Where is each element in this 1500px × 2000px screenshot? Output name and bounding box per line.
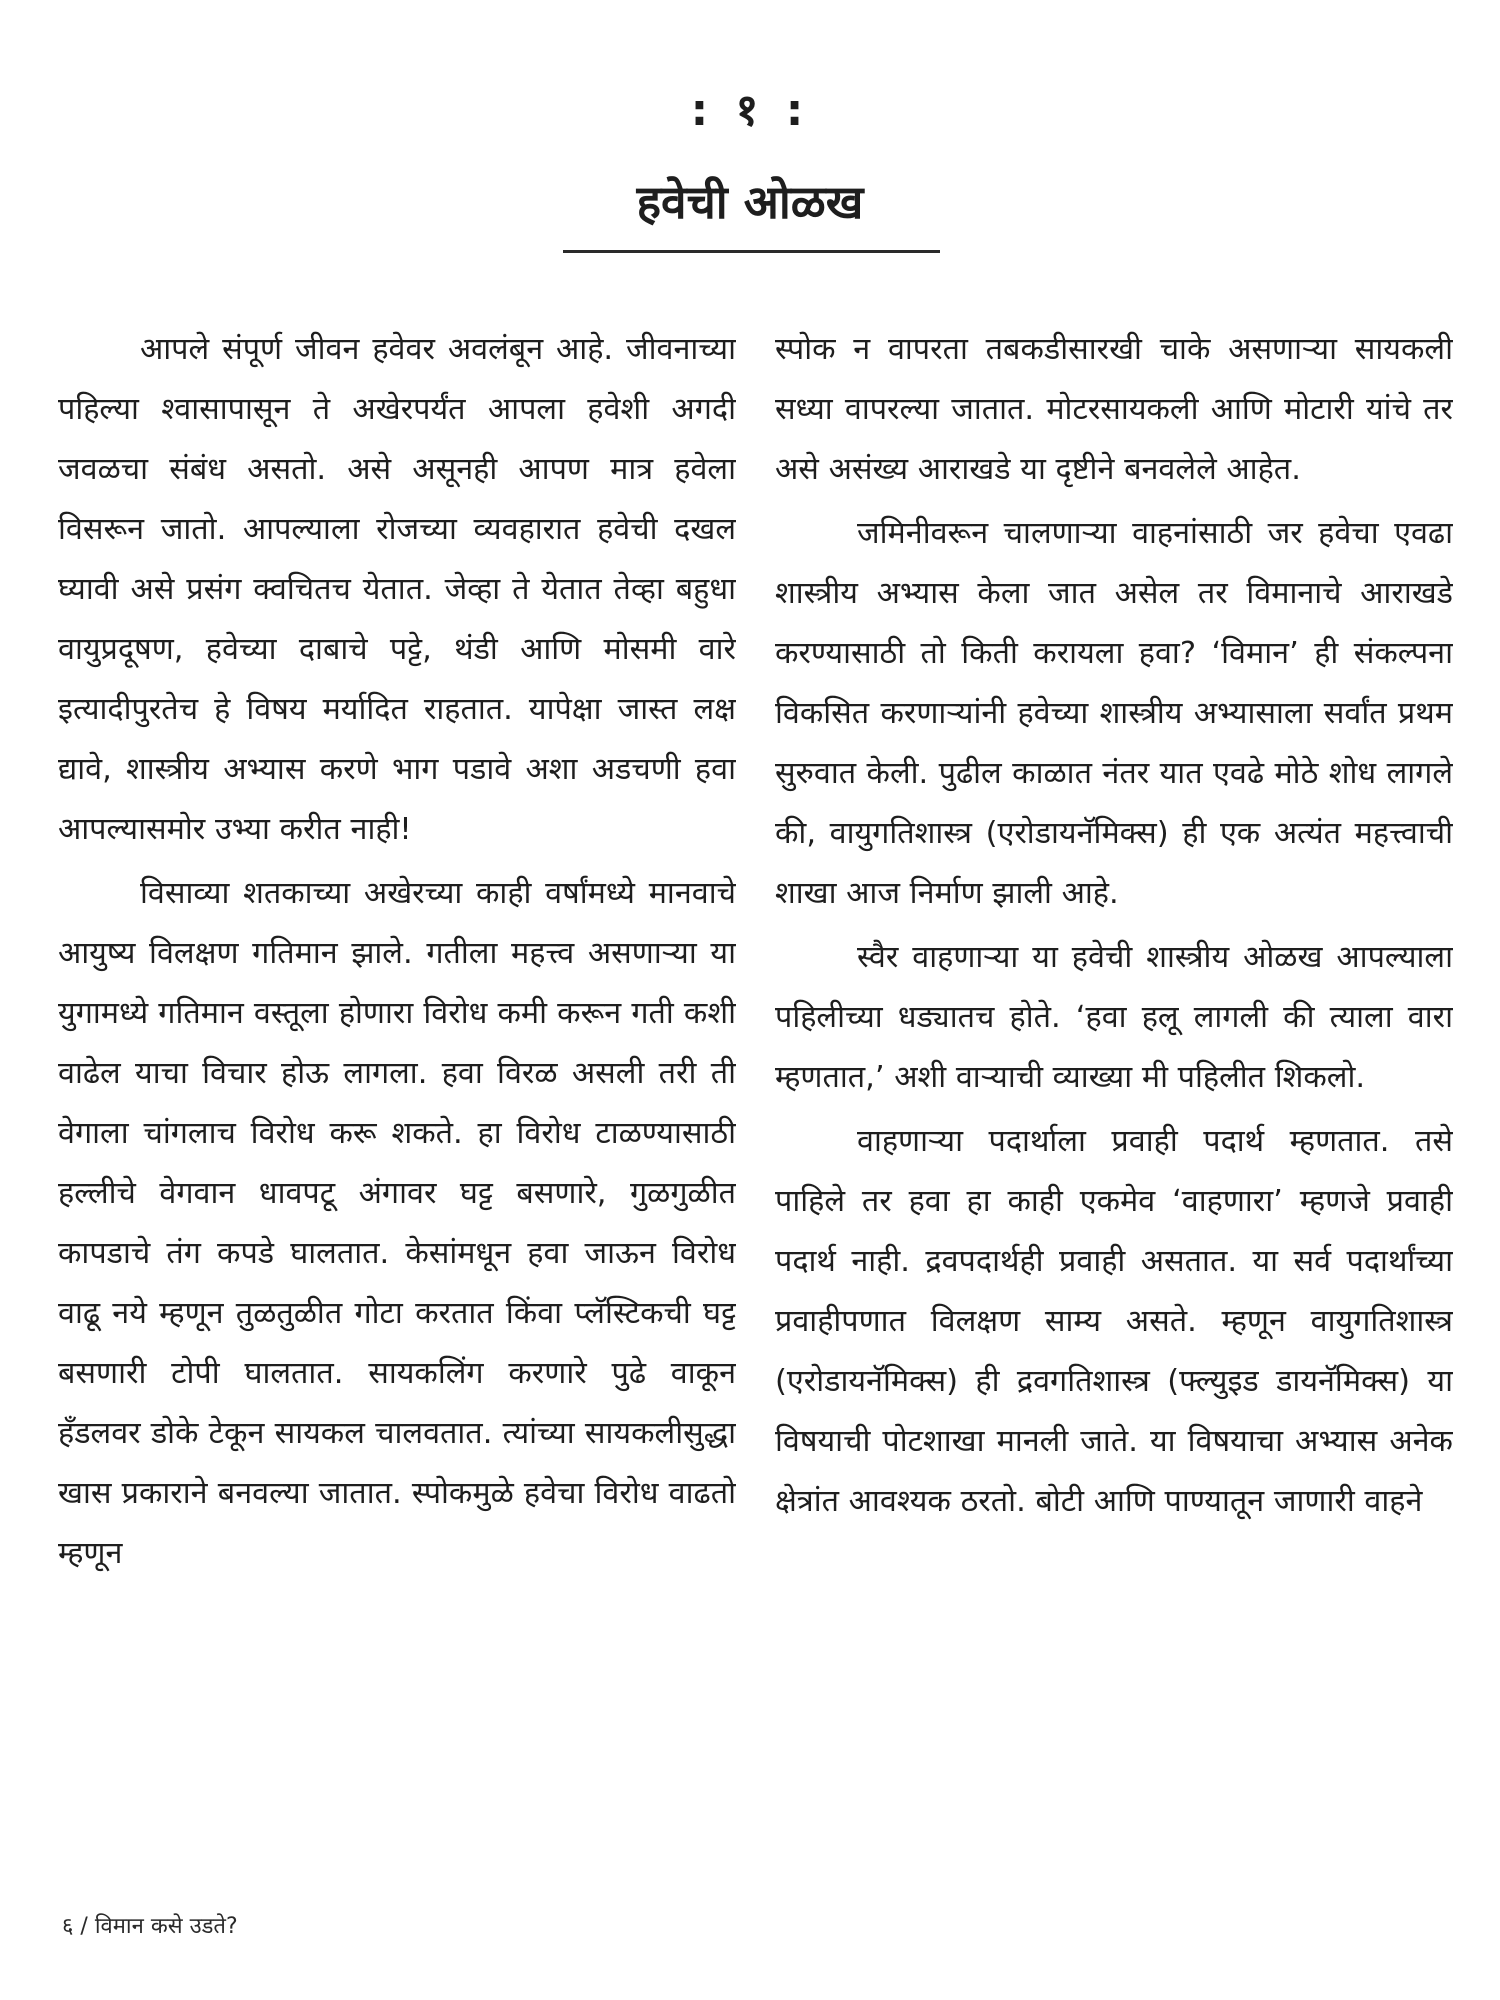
page-footer: ६ / विमान कसे उडते?: [62, 1914, 238, 1939]
left-column: [58, 320, 736, 1850]
right-column: [775, 320, 1453, 1850]
paragraph-fluids: वाहणाऱ्या पदार्थाला प्रवाही पदार्थ म्हणतात. तसे पाहिले तर हवा हा काही एकमेव ‘वाहणारा’ म्हणजे प्रवाही पदार्थ नाही. द्रवपदार्थही प्रवाही असतात. या सर्व पदार्थांच्या प्रवाहीपणात विलक्षण साम्य असते. म्हणून वायुगतिशास्त्र (एरोडायनॅमिक्स) ही द्रवगतिशास्त्र (फ्ल्युइड डायनॅमिक्स) या विषयाची पोटशाखा मानली जाते. या विषयाचा अभ्यास अनेक क्षेत्रांत आवश्यक ठरतो. बोटी आणि पाण्यातून जाणारी वाहने: [775, 1124, 1453, 1519]
paragraph-continuation: स्पोक न वापरता तबकडीसारखी चाके असणाऱ्या सायकली सध्या वापरल्या जातात. मोटरसायकली आणि मोटारी यांचे तर असे असंख्य आराखडे या दृष्टीने बनवलेले आहेत.: [775, 332, 1453, 487]
paragraph-twentieth-century: विसाव्या शतकाच्या अखेरच्या काही वर्षांमध्ये मानवाचे आयुष्य विलक्षण गतिमान झाले. गतीला महत्त्व असणाऱ्या या युगामध्ये गतिमान वस्तूला होणारा विरोध कमी करून गती कशी वाढेल याचा विचार होऊ लागला. हवा विरळ असली तरी ती वेगाला चांगलाच विरोध करू शकते. हा विरोध टाळण्यासाठी हल्लीचे वेगवान धावपटू अंगावर घट्ट बसणारे, गुळगुळीत कापडाचे तंग कपडे घालतात. केसांमधून हवा जाऊन विरोध वाढू नये म्हणून तुळतुळीत गोटा करतात किंवा प्लॅस्टिकची घट्ट बसणारी टोपी घालतात. सायकलिंग करणारे पुढे वाकून हँडलवर डोके टेकून सायकल चालवतात. त्यांच्या सायकलीसुद्धा खास प्रकाराने बनवल्या जातात. स्पोकमुळे हवेचा विरोध वाढतो म्हणून: [58, 876, 736, 1571]
title-underline: [563, 250, 940, 253]
chapter-title: हवेची ओळख: [636, 175, 864, 229]
paragraph-aircraft-design: जमिनीवरून चालणाऱ्या वाहनांसाठी जर हवेचा एवढा शास्त्रीय अभ्यास केला जात असेल तर विमानाचे आराखडे करण्यासाठी तो किती करायला हवा? ‘विमान’ ही संकल्पना विकसित करणाऱ्यांनी हवेच्या शास्त्रीय अभ्यासाला सर्वांत प्रथम सुरुवात केली. पुढील काळात नंतर यात एवढे मोठे शोध लागले की, वायुगतिशास्त्र (एरोडायनॅमिक्स) ही एक अत्यंत महत्त्वाची शाखा आज निर्माण झाली आहे.: [775, 516, 1453, 911]
chapter-number: : १ :: [690, 85, 810, 136]
paragraph-wind-definition: स्वैर वाहणाऱ्या या हवेची शास्त्रीय ओळख आपल्याला पहिलीच्या धड्यातच होते. ‘हवा हलू लागली की त्याला वारा म्हणतात,’ अशी वाऱ्याची व्याख्या मी पहिलीत शिकलो.: [775, 940, 1453, 1095]
paragraph-intro: आपले संपूर्ण जीवन हवेवर अवलंबून आहे. जीवनाच्या पहिल्या श्वासापासून ते अखेरपर्यंत आपला हवेशी अगदी जवळचा संबंध असतो. असे असूनही आपण मात्र हवेला विसरून जातो. आपल्याला रोजच्या व्यवहारात हवेची दखल घ्यावी असे प्रसंग क्वचितच येतात. जेव्हा ते येतात तेव्हा बहुधा वायुप्रदूषण, हवेच्या दाबाचे पट्टे, थंडी आणि मोसमी वारे इत्यादीपुरतेच हे विषय मर्यादित राहतात. यापेक्षा जास्त लक्ष द्यावे, शास्त्रीय अभ्यास करणे भाग पडावे अशा अडचणी हवा आपल्यासमोर उभ्या करीत नाही!: [58, 332, 736, 847]
